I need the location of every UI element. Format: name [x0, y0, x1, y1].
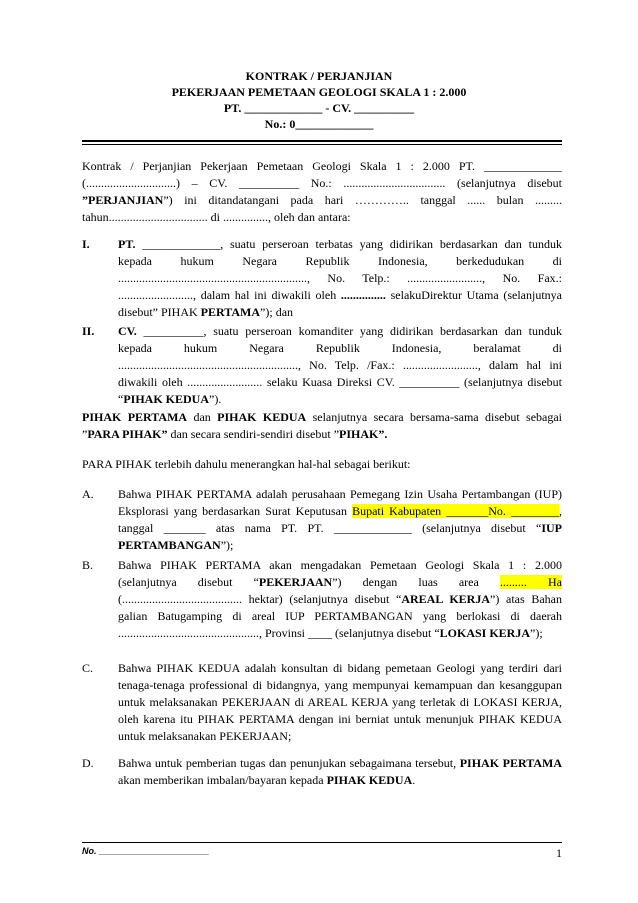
clause-marker: I. — [82, 237, 90, 251]
clause-marker: C. — [82, 661, 94, 675]
title-divider-thick — [82, 140, 562, 142]
contract-parties-line: PT. _____________ - CV. __________ — [223, 101, 415, 115]
document-title: KONTRAK / PERJANJIAN — [245, 69, 393, 83]
page-number: 1 — [556, 846, 562, 860]
joint-parties-paragraph: PIHAK PERTAMA dan PIHAK KEDUA selanjutnya secara bersama-sama disebut sebagai ”PARA PIHAK” dan secara sendiri-sendiri disebut ”PIHAK”. — [82, 410, 563, 441]
document-subtitle: PEKERJAAN PEMETAAN GEOLOGI SKALA 1 : 2.000 — [171, 85, 467, 99]
footer-document-number: No. ______________________ — [82, 846, 210, 856]
party-one-text: PT. _____________, suatu perseroan terbatas yang didirikan berdasarkan dan tunduk kepada hukum Negara Republik Indonesia, berkedudukan di ..............................................................., No. Telp.: ........................., No. Fax.: ........................., dalam hal ini diwakili oleh ............... selakuDirektur Utama (selanjutnya disebut” PIHAK PERTAMA”); dan — [118, 237, 562, 319]
contract-number: No.: 0_____________ — [264, 117, 374, 131]
recital-b-text: Bahwa PIHAK PERTAMA akan mengadakan Pemetaan Geologi Skala 1 : 2.000 (selanjutnya disebut “PEKERJAAN”) dengan luas area ......... Ha (........................................ hektar) (selanjutnya disebut “AREAL KERJA”) atas Bahan galian Batugamping di areal IUP PERTAMBANGAN yang berlokasi di daerah ..............................................., Provinsi ____ (selanjutnya disebut “LOKASI KERJA”); — [118, 558, 563, 640]
clause-marker: B. — [82, 558, 94, 572]
recital-c-text: Bahwa PIHAK KEDUA adalah konsultan di bidang pemetaan Geologi yang terdiri dari tenaga-tenaga professional di bidangnya, yang mempunyai kemampuan dan kesanggupan untuk melaksanakan PEKERJAAN di AREAL KERJA yang terletak di LOKASI KERJA, oleh karena itu PIHAK PERTAMA dengan ini berniat untuk menunjuk PIHAK KEDUA untuk melaksanakan PEKERJAAN; — [118, 661, 562, 743]
party-two-text: CV. __________, suatu perseroan komanditer yang didirikan berdasarkan dan tunduk kepada hukum Negara Republik Indonesia, beralamat di ............................................................, No. Telp. /Fax.: ........................., dalam hal ini diwakili oleh ......................... selaku Kuasa Direksi CV. __________ (selanjutnya disebut “PIHAK KEDUA”). — [118, 324, 562, 406]
footer-divider — [82, 842, 562, 843]
clause-marker: D. — [82, 756, 94, 770]
title-divider-thin — [82, 144, 562, 145]
recital-d-text: Bahwa untuk pemberian tugas dan penunjukan sebagaimana tersebut, PIHAK PERTAMA akan memberikan imbalan/bayaran kepada PIHAK KEDUA. — [118, 756, 562, 787]
recital-a-text: Bahwa PIHAK PERTAMA adalah perusahaan Pemegang Izin Usaha Pertambangan (IUP) Eksplorasi yang berdasarkan Surat Keputusan Bupati Kabupaten _______No. ________, tanggal _______ atas nama PT. PT. _____________ (selanjutnya disebut “IUP PERTAMBANGAN”); — [118, 487, 562, 552]
highlighted-text: ......... Ha — [499, 575, 563, 589]
clause-marker: II. — [82, 324, 95, 338]
intro-paragraph: Kontrak / Perjanjian Pekerjaan Pemetaan Geologi Skala 1 : 2.000 PT. _____________ (..............................) – CV. __________ No.: .................................. (selanjutnya disebut ”PERJANJIAN”) ini ditandatangani pada hari ………….. tanggal ...... bulan ......... tahun................................. di ..............., oleh dan antara: — [82, 159, 562, 224]
clause-marker: A. — [82, 487, 94, 501]
highlighted-text: Bupati Kabupaten _______No. ________ — [352, 504, 559, 518]
preface-paragraph: PARA PIHAK terlebih dahulu menerangkan hal-hal sebagai berikut: — [82, 457, 411, 471]
